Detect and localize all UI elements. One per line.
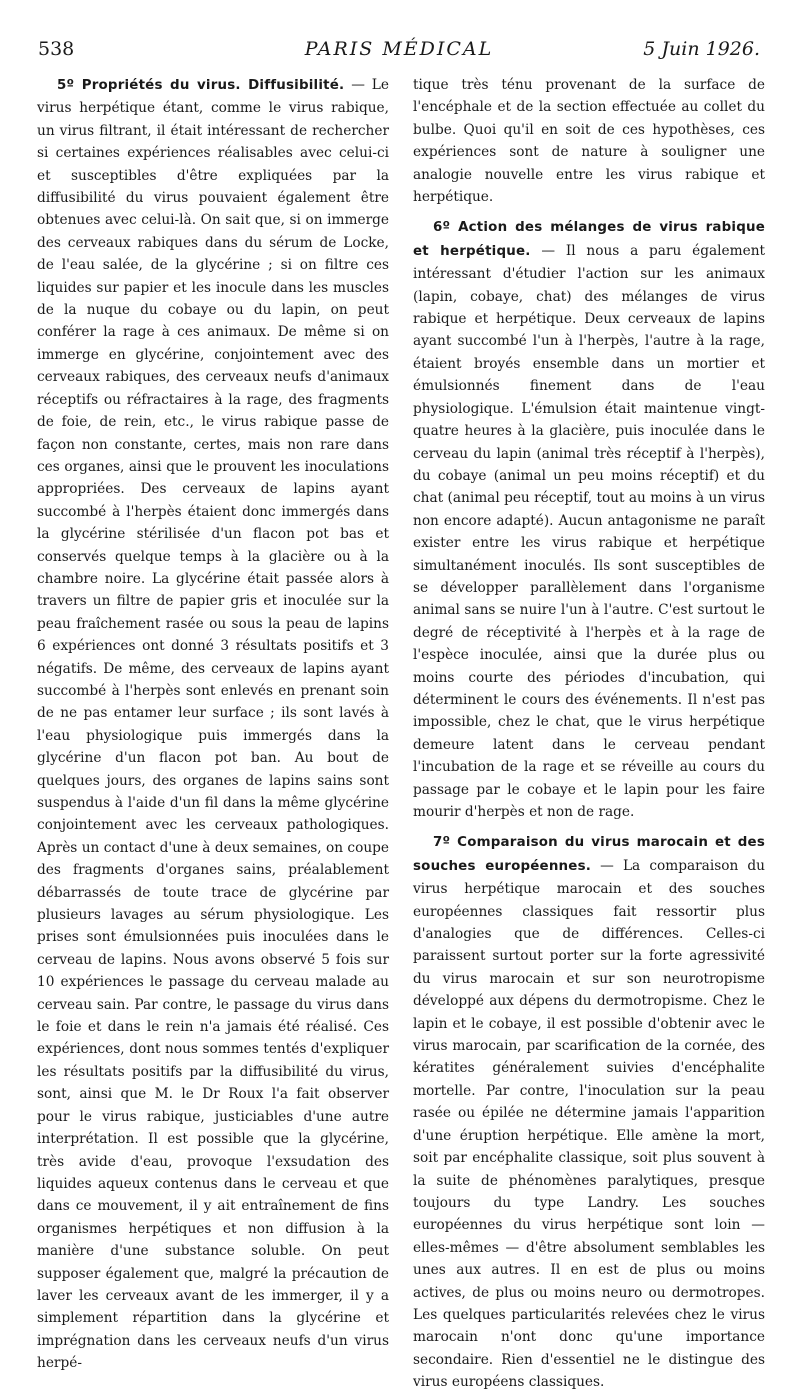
section-5-text: — Le virus herpétique étant, comme le virus rabique, un virus filtrant, il était intéressant de rechercher si certaines expériences réalisables avec celui-ci et susceptibles d'être expliquées par la diffusibilité du virus pouvaient également être obtenues avec celui-là. On sait que, si on immerge des cerveaux rabiques dans du sérum de Locke, de l'eau salée, de la glycérine ; si on filtre ces liquides sur papier et les inocule dans les muscles de la nuque du cobaye ou du lapin, on peut conférer la rage à ces animaux. De même si on immerge en glycérine, conjointement avec des cerveaux rabiques, des cerveaux neufs d'animaux réceptifs ou réfractaires à la rage, des fragments de foie, de rein, etc., le virus rabique passe de façon non constante, certes, mais non rare dans ces organes, ainsi que le prouvent les inoculations appropriées. Des cerveaux de lapins ayant succombé à l'herpès étaient donc immergés dans la glycérine stérilisée d'un flacon pot bas et conservés quelque temps à la glacière ou à la chambre noire. La glycérine était passée alors à travers un filtre de papier gris et inoculée sur la peau fraîchement rasée ou sous la peau de lapins 6 expériences ont donné 3 résultats positifs et 3 négatifs. De même, des cerveaux de lapins ayant succombé à l'herpès sont enlevés en prenant soin de ne pas entamer leur surface ; ils sont lavés à l'eau physiologique puis immergés dans la glycérine d'un flacon pot ban. Au bout de quelques jours, des organes de lapins sains sont suspendus à l'aide d'un fil dans la même glycérine conjointement avec les cerveaux pathologiques. Après un contact d'une à deux semaines, on coupe des fragments d'organes sains, préalablement débarrassés de toute trace de glycérine par plusieurs lavages au sérum physiologique. Les prises sont émulsionnées puis inoculées dans le cerveau de lapins. Nous avons observé 5 fois sur 10 expériences le passage du cerveau malade au cerveau sain. Par contre, le passage du virus dans le foie et dans le rein n'a jamais été réalisé. Ces expériences, dont nous sommes tentés d'expliquer les résultats positifs par la diffusibilité du virus, sont, ainsi que M. le Dr Roux l'a fait observer pour le virus rabique, justiciables d'une autre interprétation. Il est possible que la glycérine, très avide d'eau, provoque l'exsudation des liquides aqueux contenus dans le cerveau et que dans ce mouvement, il y ait entraînement de fins organismes herpétiques et non diffusion à la manière d'une substance soluble. On peut supposer également que, malgré la précaution de laver les cerveaux avant de les immerger, il y a simplement répartition dans la glycérine et imprégnation dans les cerveaux neufs d'un virus herpé- (37, 77, 389, 1372)
issue-date: 5 Juin 1926. (643, 38, 760, 60)
page-header (38, 38, 760, 68)
section-7-paragraph (413, 831, 765, 1393)
section-7-heading: 7º Comparaison du virus marocain et des souches européennes. (413, 835, 765, 874)
page-number: 538 (38, 38, 75, 60)
section-6-heading: 6º Action des mélanges de virus rabique et herpétique. (413, 220, 765, 259)
left-column (37, 74, 389, 1375)
section-7-text: — La comparaison du virus herpétique marocain et des souches européennes classiques fait ressortir plus d'analogies que de différences. Celles-ci paraissent surtout porter sur la forte agressivité du virus marocain et sur son neurotropisme développé aux dépens du dermotropisme. Chez le lapin et le cobaye, il est possible d'obtenir avec le virus marocain, par scarification de la cornée, des kératites généralement suivies d'encéphalite mortelle. Par contre, l'inoculation sur la peau rasée ou épilée ne détermine jamais l'apparition d'une éruption herpétique. Elle amène la mort, soit par encéphalite classique, soit plus souvent à la suite de phénomènes paralytiques, presque toujours du type Landry. Les souches européennes du virus herpétique sont loin — elles-mêmes — d'être absolument semblables les unes aux autres. Il en est de plus ou moins actives, de plus ou moins neuro ou dermotropes. Les quelques particularités relevées chez le virus marocain n'ont donc qu'une importance secondaire. Rien d'essentiel ne le distingue des virus européens classiques. (413, 857, 765, 1391)
section-6-paragraph (413, 216, 765, 823)
journal-title: PARIS MÉDICAL (304, 38, 494, 60)
section-5-continuation: tique très ténu provenant de la surface de l'encéphale et de la section effectuée au collet du bulbe. Quoi qu'il en soit de ces hypothèses, ces expériences sont de nature à souligner une analogie nouvelle entre les virus rabique et herpétique. (413, 77, 765, 206)
section-5-paragraph (37, 74, 389, 1375)
section-6-text: — Il nous a paru également intéressant d'étudier l'action sur les animaux (lapin, cobaye, chat) des mélanges de virus rabique et herpétique. Deux cerveaux de lapins ayant succombé l'un à l'herpès, l'autre à la rage, étaient broyés ensemble dans un mortier et émulsionnés finement dans de l'eau physiologique. L'émulsion était maintenue vingt-quatre heures à la glacière, puis inoculée dans le cerveau du lapin (animal très réceptif à l'herpès), du cobaye (animal un peu moins réceptif) et du chat (animal peu réceptif, tout au moins à un virus non encore adapté). Aucun antagonisme ne paraît exister entre les virus rabique et herpétique simultanément inoculés. Ils sont susceptibles de se développer parallèlement dans l'organisme animal sans se nuire l'un à l'autre. C'est surtout le degré de réceptivité à l'herpès et à la rage de l'espèce inoculée, ainsi que la durée plus ou moins courte des périodes d'incubation, qui déterminent le cours des événements. Il n'est pas impossible, chez le chat, que le virus herpétique demeure latent dans le cerveau pendant l'incubation de la rage et se réveille au cours du passage par le cobaye et le lapin pour les faire mourir d'herpès et non de rage. (413, 242, 766, 820)
right-column (413, 74, 765, 1394)
section-5-heading: 5º Propriétés du virus. Diffusibilité. (57, 78, 345, 93)
